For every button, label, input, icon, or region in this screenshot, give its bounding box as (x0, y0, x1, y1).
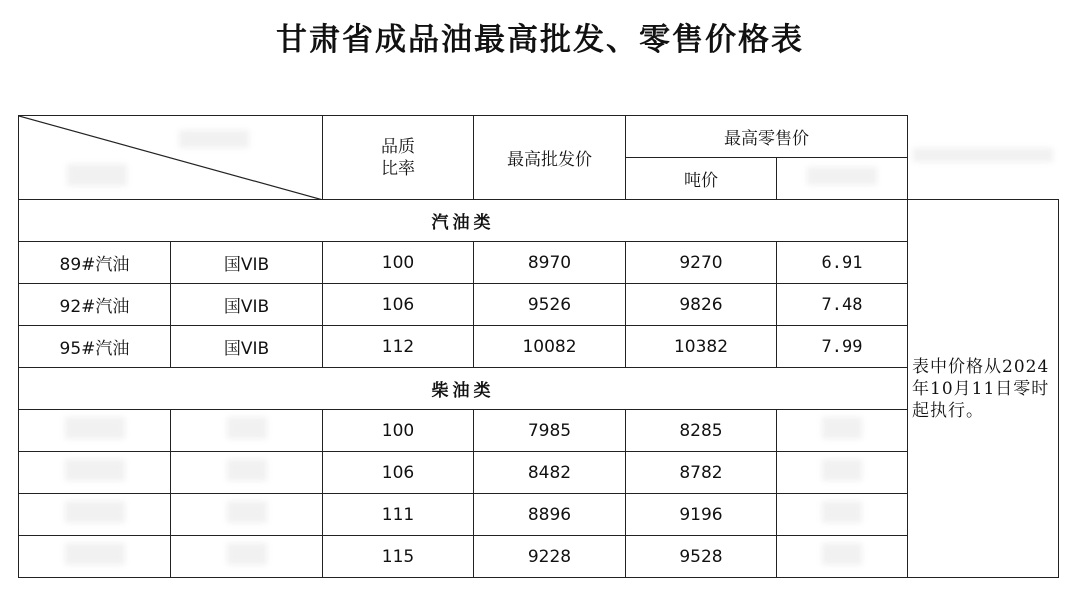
retail-price-liter: 6.91 (777, 242, 908, 284)
retail-price-ton: 9270 (626, 242, 777, 284)
product-name-blurred (19, 536, 171, 578)
wholesale-price: 8482 (474, 452, 626, 494)
retail-price-ton: 8782 (626, 452, 777, 494)
retail-price-liter: 7.99 (777, 326, 908, 368)
table-row (19, 242, 1059, 284)
retail-price-ton: 9196 (626, 494, 777, 536)
wholesale-price: 8896 (474, 494, 626, 536)
table-row (19, 410, 1059, 452)
retail-price-liter: 7.48 (777, 284, 908, 326)
blurred-header-label (807, 167, 877, 185)
quality-ratio: 106 (323, 284, 474, 326)
product-standard-blurred (171, 410, 323, 452)
table-row (19, 536, 1059, 578)
header-diagonal-cell (19, 116, 323, 200)
retail-price-liter-blurred (777, 452, 908, 494)
product-name-blurred (19, 410, 171, 452)
blurred-header-label (67, 164, 127, 186)
blurred-header-label (913, 148, 1053, 162)
quality-ratio: 111 (323, 494, 474, 536)
blurred-header-label (179, 130, 249, 148)
quality-ratio: 100 (323, 410, 474, 452)
product-standard: 国VIB (171, 284, 323, 326)
price-table (18, 115, 1059, 578)
retail-price-ton: 8285 (626, 410, 777, 452)
retail-price-ton: 9528 (626, 536, 777, 578)
wholesale-price: 9526 (474, 284, 626, 326)
quality-ratio: 112 (323, 326, 474, 368)
wholesale-price: 7985 (474, 410, 626, 452)
product-standard: 国VIB (171, 242, 323, 284)
product-name: 92#汽油 (19, 284, 171, 326)
product-name: 95#汽油 (19, 326, 171, 368)
product-standard-blurred (171, 494, 323, 536)
table-row (19, 326, 1059, 368)
header-per-ton: 吨价 (626, 158, 777, 200)
category-gasoline: 汽油类 (19, 200, 908, 242)
effective-date-note: 表中价格从2024年10月11日零时起执行。 (908, 200, 1059, 578)
retail-price-liter-blurred (777, 536, 908, 578)
retail-price-ton: 10382 (626, 326, 777, 368)
retail-price-ton: 9826 (626, 284, 777, 326)
retail-price-liter-blurred (777, 410, 908, 452)
header-per-liter (777, 158, 908, 200)
header-quality-ratio: 品质 比率 (323, 116, 474, 200)
product-standard-blurred (171, 536, 323, 578)
wholesale-price: 10082 (474, 326, 626, 368)
product-name-blurred (19, 452, 171, 494)
quality-ratio: 100 (323, 242, 474, 284)
wholesale-price: 8970 (474, 242, 626, 284)
quality-ratio: 115 (323, 536, 474, 578)
page-title: 甘肃省成品油最高批发、零售价格表 (276, 22, 804, 58)
product-standard: 国VIB (171, 326, 323, 368)
diagonal-line (19, 116, 323, 200)
wholesale-price: 9228 (474, 536, 626, 578)
product-name-blurred (19, 494, 171, 536)
header-max-wholesale: 最高批发价 (474, 116, 626, 200)
table-row (19, 284, 1059, 326)
header-max-retail: 最高零售价 (626, 116, 908, 158)
table-row (19, 452, 1059, 494)
product-name: 89#汽油 (19, 242, 171, 284)
header-blank-cell (908, 116, 1059, 200)
table-row (19, 494, 1059, 536)
quality-ratio: 106 (323, 452, 474, 494)
retail-price-liter-blurred (777, 494, 908, 536)
product-standard-blurred (171, 452, 323, 494)
category-diesel: 柴油类 (19, 368, 908, 410)
